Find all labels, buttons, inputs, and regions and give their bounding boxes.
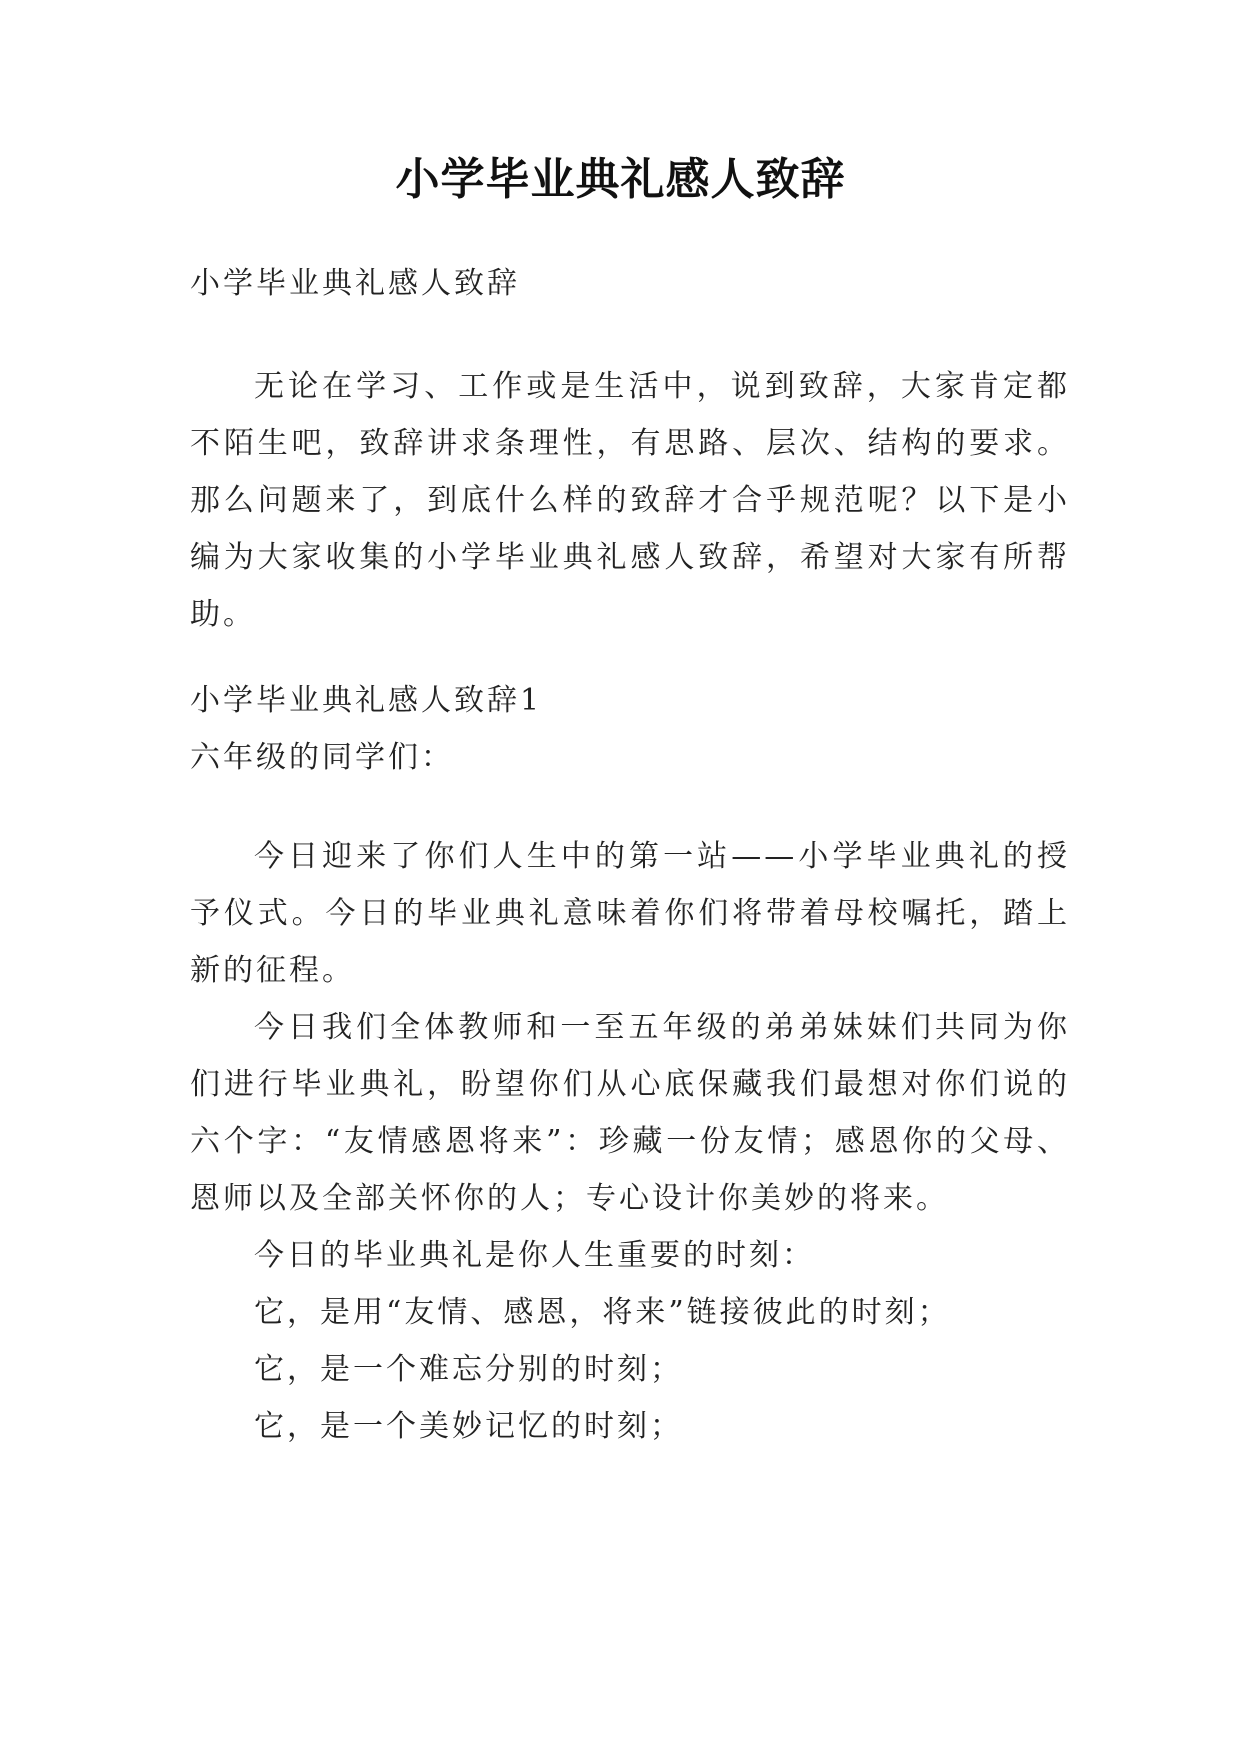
document-title: 小学毕业典礼感人致辞 xyxy=(395,154,846,205)
body-paragraph: 今日我们全体教师和一至五年级的弟弟妹妹们共同为你们进行毕业典礼，盼望你们从心底保藏我们最想对你们说的六个字：“友情感恩将来”：珍藏一份友情；感恩你的父母、恩师以及全部关怀你的人；专心设计你美妙的将来。 xyxy=(190,1010,1070,1216)
section-1 xyxy=(190,672,1070,786)
speech-body xyxy=(190,828,1070,1455)
body-paragraph: 今日迎来了你们人生中的第一站——小学毕业典礼的授予仪式。今日的毕业典礼意味着你们将带着母校嘱托，踏上新的征程。 xyxy=(190,839,1070,988)
body-line: 它，是用“友情、感恩，将来”链接彼此的时刻； xyxy=(254,1295,951,1330)
body-line: 它，是一个难忘分别的时刻； xyxy=(254,1352,683,1387)
subtitle-text: 小学毕业典礼感人致辞 xyxy=(190,266,520,301)
document-subtitle xyxy=(190,255,1070,312)
section-heading: 小学毕业典礼感人致辞1 xyxy=(190,683,543,718)
body-line: 今日的毕业典礼是你人生重要的时刻： xyxy=(254,1238,815,1273)
intro-block xyxy=(190,358,1070,643)
greeting: 六年级的同学们： xyxy=(190,740,454,775)
intro-paragraph: 无论在学习、工作或是生活中，说到致辞，大家肯定都不陌生吧，致辞讲求条理性，有思路、层次、结构的要求。那么问题来了，到底什么样的致辞才合乎规范呢？以下是小编为大家收集的小学毕业典礼感人致辞，希望对大家有所帮助。 xyxy=(190,369,1070,632)
body-line: 它，是一个美妙记忆的时刻； xyxy=(254,1409,683,1444)
